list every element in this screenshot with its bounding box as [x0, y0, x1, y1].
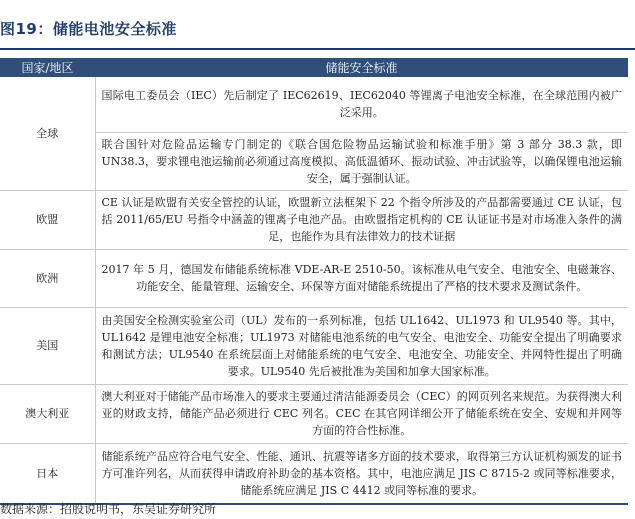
figure-title: 图19：储能电池安全标准 [0, 20, 177, 38]
region-cell: 欧盟 [0, 190, 95, 249]
table-row [0, 77, 628, 132]
table-row [0, 249, 628, 307]
region-cell: 澳大利亚 [0, 384, 95, 443]
source-note: 数据来源：招股说明书，东吴证券研究所 [0, 502, 217, 516]
region-cell: 美国 [0, 307, 95, 384]
header-standards: 储能安全标准 [95, 58, 628, 77]
standard-cell: 联合国针对危险品运输专门制定的《联合国危险物品运输试验和标准手册》第 3 部分 38.3 款，即 UN38.3，要求锂电池运输前必须通过高度模拟、高低温循环、振动试验、冲击试验等，以确保锂电池运输安全，属于强制认证。 [95, 132, 628, 190]
region-cell: 全球 [0, 77, 95, 190]
table-row [0, 190, 628, 249]
standard-cell: CE 认证是欧盟有关安全管控的认证，欧盟新立法框架下 22 个指令所涉及的产品都需要通过 CE 认证，包括 2011/65/EU 号指令中涵盖的锂离子电池产品。由欧盟指定机构的 CE 认证证书是对市场准入条件的满足，也能作为具有法律效力的技术证据 [95, 190, 628, 249]
table-row [0, 384, 628, 443]
title-divider [0, 48, 635, 50]
standard-cell: 储能系统产品应符合电气安全、性能、通讯、抗震等诸多方面的技术要求，取得第三方认证机构颁发的证书方可准许列名，从而获得申请政府补助金的基本资格。其中，电池应满足 JIS C 8715-2 或同等标准要求，储能系统应满足 JIS C 4412 或同等标准的要求。 [95, 443, 628, 504]
region-cell: 日本 [0, 443, 95, 504]
table-row [0, 132, 628, 190]
region-cell: 欧洲 [0, 249, 95, 307]
standard-cell: 澳大利亚对于储能产品市场准入的要求主要通过清洁能源委员会（CEC）的网页列名来规范。为获得澳大利亚的财政支持，储能产品必须进行 CEC 列名。CEC 在其官网详细公开了储能系统在安全、安规和并网等方面的符合性标准。 [95, 384, 628, 443]
table-row [0, 307, 628, 384]
header-region: 国家/地区 [0, 58, 95, 77]
standard-cell: 2017 年 5 月，德国发布储能系统标准 VDE-AR-E 2510-50。该标准从电气安全、电池安全、电磁兼容、功能安全、能量管理、运输安全、环保等方面对储能系统提出了严格的技术要求及测试条件。 [95, 249, 628, 307]
table-header-row [0, 58, 628, 77]
table-row [0, 443, 628, 504]
standard-cell: 由美国安全检测实验室公司（UL）发布的一系列标准，包括 UL1642、UL1973 和 UL9540 等。其中，UL1642 是锂电池安全标准；UL1973 对储能电池系统的电气安全、电池安全、功能安全提出了明确要求和测试方法；UL9540 在系统层面上对储能系统的电气安全、电池安全、功能安全、并网特性提出了明确要求。UL9540 先后被批准为美国和加拿大国家标准。 [95, 307, 628, 384]
standards-table [0, 58, 628, 505]
standard-cell: 国际电工委员会（IEC）先后制定了 IEC62619、IEC62040 等锂离子电池安全标准，在全球范围内被广泛采用。 [95, 77, 628, 132]
